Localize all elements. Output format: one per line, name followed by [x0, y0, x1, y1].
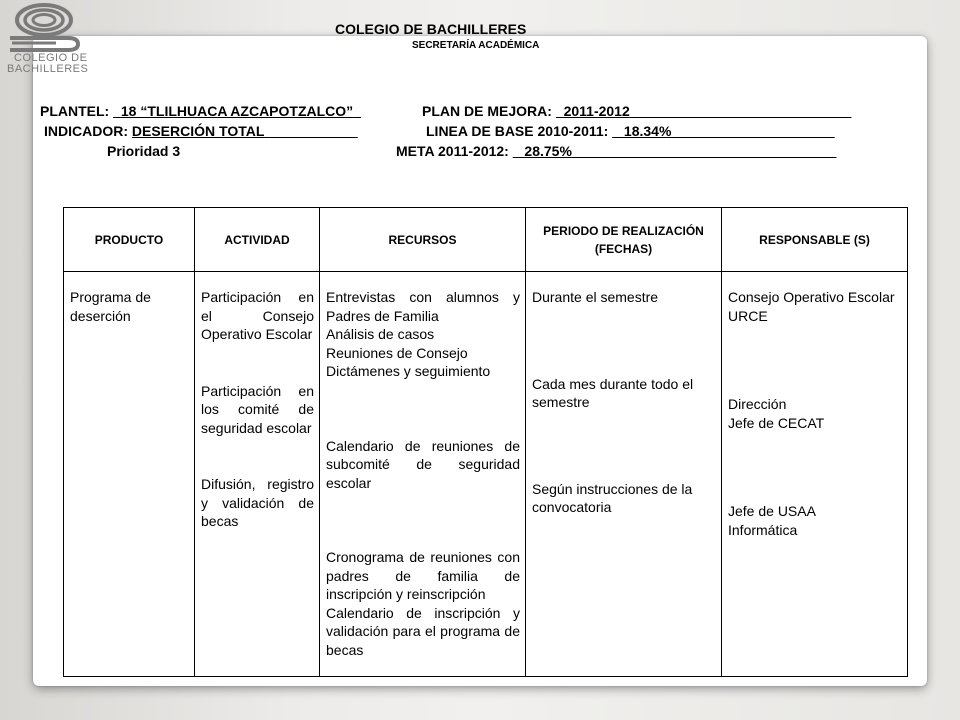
periodo-1: Durante el semestre	[532, 289, 659, 305]
recurso-3a: Cronograma de reuniones con padres de familia de inscripción y reinscripción	[326, 549, 520, 602]
actividad-1: Participación en el Consejo Operativo Escolar	[201, 289, 314, 342]
plan-label: PLAN DE MEJORA:	[422, 103, 552, 119]
table-row	[64, 272, 908, 677]
periodo-2: Cada mes durante todo el semestre	[532, 375, 694, 410]
responsable-3a: Jefe de USAA	[728, 503, 816, 519]
meta-value: 28.75%	[524, 143, 572, 159]
periodo-3: Según instrucciones de la convocatoria	[532, 480, 693, 515]
prioridad: Prioridad 3	[107, 143, 181, 159]
plan-value: 2011-2012	[563, 103, 630, 119]
linea-value: 18.34%	[623, 123, 672, 139]
cell-producto	[64, 272, 195, 677]
responsable-1b: URCE	[728, 307, 768, 324]
linea-line	[426, 123, 835, 139]
col-header-responsable: RESPONSABLE (S)	[722, 208, 908, 272]
table-header-row	[64, 208, 908, 272]
page-subtitle: SECRETARÍA ACADÉMICA	[412, 40, 540, 51]
cell-recursos	[320, 272, 526, 677]
cell-responsable	[722, 272, 908, 677]
actividad-3: Difusión, registro y validación de becas	[201, 476, 314, 529]
indicador-line	[44, 123, 358, 139]
indicador-value: DESERCIÓN TOTAL	[131, 123, 265, 139]
responsable-1a: Consejo Operativo Escolar	[728, 289, 895, 305]
meta-line	[396, 143, 836, 159]
indicador-label: INDICADOR:	[44, 123, 128, 139]
col-header-producto: PRODUCTO	[64, 208, 195, 272]
col-header-periodo: PERIODO DE REALIZACIÓN (FECHAS)	[526, 208, 722, 272]
cell-periodo	[526, 272, 722, 677]
recurso-3b: Calendario de inscripción y validación para el programa de becas	[326, 604, 520, 658]
cell-actividad	[195, 272, 320, 677]
meta-label: META 2011-2012:	[396, 143, 509, 159]
recurso-2: Calendario de reuniones de subcomité de seguridad escolar	[326, 437, 520, 491]
colegio-logo	[6, 2, 136, 74]
responsable-3b: Informática	[728, 521, 798, 538]
recurso-1a: Entrevistas con alumnos y Padres de Familia	[326, 289, 520, 324]
responsable-2b: Jefe de CECAT	[728, 414, 825, 431]
plantel-label: PLANTEL:	[40, 103, 110, 119]
producto-text: Programa de deserción	[70, 289, 151, 324]
plan-table	[63, 207, 908, 677]
svg-text:BACHILLERES: BACHILLERES	[7, 63, 89, 74]
col-header-actividad: ACTIVIDAD	[195, 208, 320, 272]
linea-label: LINEA DE BASE 2010-2011:	[426, 123, 609, 139]
recurso-1d: Dictámenes y seguimiento	[326, 363, 491, 379]
recurso-1c: Reuniones de Consejo	[326, 344, 468, 361]
plan-line	[422, 103, 851, 119]
responsable-2a: Dirección	[728, 396, 787, 412]
recurso-1b: Análisis de casos	[326, 326, 435, 342]
plantel-value: 18 “TLILHUACA AZCAPOTZALCO”	[120, 103, 354, 119]
plantel-line	[40, 103, 361, 119]
page-title: COLEGIO DE BACHILLERES	[335, 21, 527, 37]
col-header-recursos: RECURSOS	[320, 208, 526, 272]
svg-text:COLEGIO DE: COLEGIO DE	[14, 52, 88, 64]
actividad-2: Participación en los comité de seguridad escolar	[201, 382, 314, 436]
